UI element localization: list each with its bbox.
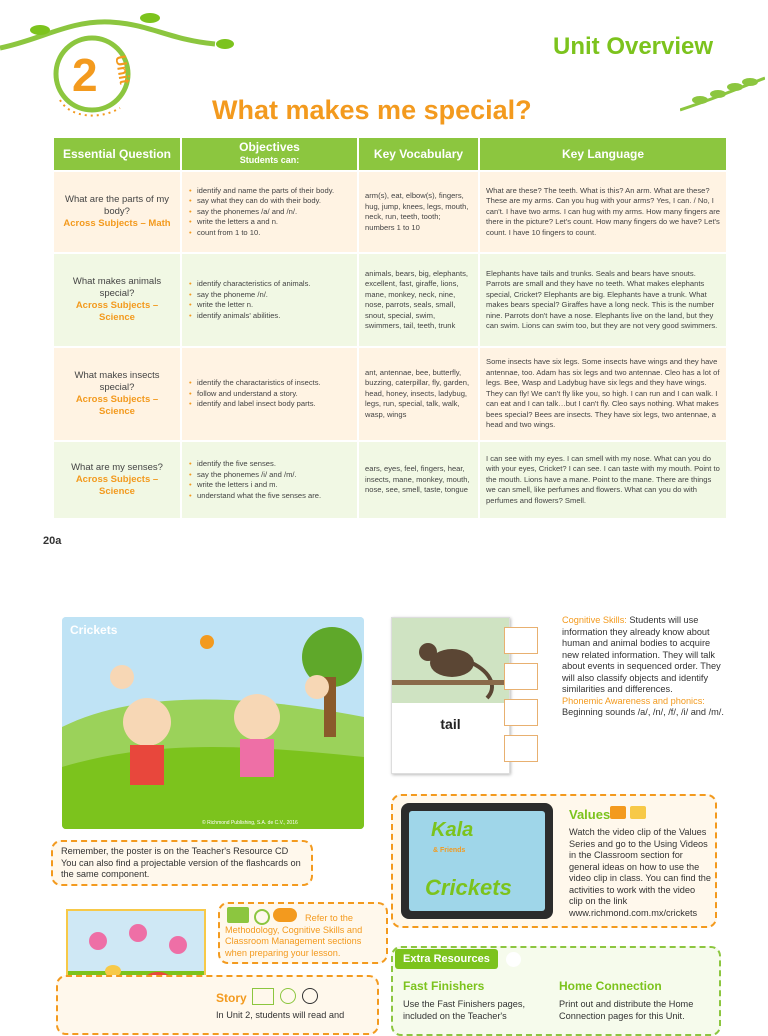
column-header	[182, 138, 357, 170]
objective-item: • count from 1 to 10.	[197, 228, 351, 239]
table-row	[54, 442, 726, 518]
objective-item: • say the phoneme /n/.	[197, 290, 351, 301]
video-tablet-image	[401, 803, 553, 919]
cognitive-skills-text: Students will use information they already know about human and animal bodies to acquire new related information. They will talk about events in sequenced order. They will also classify objects and identify similarities and differences.	[562, 615, 721, 694]
poster-scene	[62, 617, 364, 829]
phonics-text: Beginning sounds /a/, /n/, /f/, /i/ and /m/.	[562, 707, 724, 717]
cognitive-skills-label: Cognitive Skills:	[562, 615, 627, 625]
objective-item: • identify characteristics of animals.	[197, 279, 351, 290]
story-box	[56, 975, 379, 1035]
language-cell: I can see with my eyes. I can smell with my nose. What can you do with your eyes, Cricket? I can see. I can taste with my mouth. Point to the mouth. Lions have a mane. Point to the mane. There are things we can smell, like perfumes and flowers. What can you do with perfumes and flowers? Smell.	[480, 442, 726, 518]
column-header: Key Vocabulary	[359, 138, 478, 170]
objective-item: • follow and understand a story.	[197, 389, 351, 400]
table-row	[54, 172, 726, 252]
vocabulary-cell: animals, bears, big, elephants, excellent, fast, giraffe, lions, mane, monkey, neck, nine, nose, parrots, seals, small, snout, special, swim, swimmers, tail, teeth, trunk	[359, 254, 478, 346]
poster-footer: © Richmond Publishing, S.A. de C.V., 2016	[202, 820, 298, 826]
flashcard	[391, 617, 510, 774]
objectives-cell	[182, 254, 357, 346]
objective-item: • write the letters i and m.	[197, 480, 351, 491]
phonics-label: Phonemic Awareness and phonics:	[562, 695, 705, 706]
language-cell: Elephants have tails and trunks. Seals and bears have snouts. Parrots are small and they have no teeth. What makes elephants special, Cricket? Elephants are big. Elephants have a trunk. What makes bears special? Giraffes have a long neck. This is the number nine. Parrots don't have a nose. Elephants live on the land, but they can swim. Lions can swim too, but they are not very good swimmers.	[480, 254, 726, 346]
fast-finishers-label: Fast Finishers	[403, 979, 485, 993]
table-row	[54, 348, 726, 440]
mini-flashcard	[504, 735, 538, 762]
poster-title: Crickets	[70, 623, 118, 637]
objective-item: • identify the five senses.	[197, 459, 351, 470]
objective-item: • say the phonemes /i/ and /m/.	[197, 470, 351, 481]
fast-finishers-text: Use the Fast Finishers pages, included on the Teacher's	[403, 999, 526, 1021]
column-header-label: Objectives	[239, 140, 300, 154]
mini-flashcard	[504, 627, 538, 654]
cd-icon	[506, 952, 521, 967]
column-subheader: Students can:	[239, 155, 300, 165]
vocabulary-cell: arm(s), eat, elbow(s), fingers, hug, jump, knees, legs, mouth, neck, run, teeth, tooth; numbers 1 to 10	[359, 172, 478, 252]
table-header-row	[54, 138, 726, 170]
clapperboard-icon	[630, 806, 646, 819]
essential-question-cell	[54, 172, 180, 252]
subject-label: Across Subjects – Science	[75, 474, 159, 497]
cd-icon	[302, 988, 318, 1004]
cognitive-skills-block	[562, 615, 724, 719]
poster-note: Remember, the poster is on the Teacher's Resource CD You can also find a projectable version of the flashcards on the same component.	[51, 840, 313, 886]
flashcard-word: tail	[440, 716, 461, 732]
objective-item: • identify and name the parts of their body.	[197, 186, 351, 197]
video-logo-friends: & Friends	[433, 847, 466, 854]
objective-item: • say the phonemes /a/ and /n/.	[197, 207, 351, 218]
book-icon	[252, 988, 274, 1005]
monkey-image	[392, 618, 509, 703]
story-text: In Unit 2, students will read and	[216, 1010, 345, 1020]
objective-item: • identify the charactaristics of insects.	[197, 378, 351, 389]
essential-question: What makes insects special?	[74, 370, 160, 393]
essential-question: What are the parts of my body?	[64, 194, 169, 217]
vocabulary-cell: ears, eyes, feel, fingers, hear, insects, mane, monkey, mouth, nose, see, smell, taste, tongue	[359, 442, 478, 518]
poster-image	[62, 617, 364, 829]
objective-item: • say what they can do with their body.	[197, 196, 351, 207]
objective-item: • identify and label insect body parts.	[197, 399, 351, 410]
video-logo-crickets: Crickets	[425, 875, 512, 900]
leaf-branch-decoration	[680, 70, 765, 120]
table-row	[54, 254, 726, 346]
home-connection-label: Home Connection	[559, 979, 662, 993]
values-label: Values	[569, 807, 611, 822]
video-icon	[610, 806, 626, 819]
unit-number: 2	[72, 49, 98, 101]
objective-item: • write the letters a and n.	[197, 217, 351, 228]
vocabulary-cell: ant, antennae, bee, butterfly, buzzing, caterpillar, fly, garden, head, honey, insects, ladybug, legs, run, special, talk, walk, wasp, wings	[359, 348, 478, 440]
essential-question-cell	[54, 348, 180, 440]
subject-label: Across Subjects – Math	[63, 218, 171, 229]
story-icon	[280, 988, 296, 1004]
mini-flashcard	[504, 699, 538, 726]
overview-table	[52, 136, 728, 520]
subject-label: Across Subjects – Science	[75, 300, 159, 323]
methodology-note: Refer to the Methodology, Cognitive Skills and Classroom Management sections when preparing your lesson.	[225, 913, 363, 958]
extra-resources-header: Extra Resources	[395, 949, 498, 969]
essential-question-cell	[54, 442, 180, 518]
essential-question: What makes animals special?	[72, 276, 162, 299]
subject-label: Across Subjects – Science	[75, 394, 159, 417]
objectives-cell	[182, 442, 357, 518]
values-text: Watch the video clip of the Values Series and go to the Using Videos in the Classroom section for general ideas on how to use the video clip in class. You can find the activities to work with the video clip on the link www.richmond.com.mx/crickets	[569, 827, 711, 918]
story-label: Story	[216, 991, 247, 1005]
mini-flashcard	[504, 663, 538, 690]
page-title: What makes me special?	[212, 95, 532, 125]
objectives-cell	[182, 172, 357, 252]
objectives-cell	[182, 348, 357, 440]
home-connection-text: Print out and distribute the Home Connection pages for this Unit.	[559, 999, 694, 1021]
column-header: Essential Question	[54, 138, 180, 170]
essential-question: What are my senses?	[71, 462, 163, 473]
unit-overview-label: Unit Overview	[553, 33, 714, 60]
essential-question-cell	[54, 254, 180, 346]
language-cell: Some insects have six legs. Some insects have wings and they have antennae, too. Adam has six legs and two antennae. Cleo has a lot of legs. Bee, Wasp and Ladybug have six legs and they have wings. They can fly! We can't fly like you, so high. I can run and I can walk. I can eat and I can talk…but I can't fly. Cleo says nothing. What makes bees special? Bees are insects. They have six legs, two antennae, a head and two wings.	[480, 348, 726, 440]
page-number: 20a	[43, 535, 62, 547]
language-cell: What are these? The teeth. What is this? An arm. What are these? These are my arms. Can you hug with your arms? Yes, I can. / No, I can't. I have two arms. I can hug with my arms. How many fingers are there in the picture? Let's count. How many fingers do we have? Let's count. I have 10 fingers to count.	[480, 172, 726, 252]
objective-item: • write the letter n.	[197, 300, 351, 311]
objective-item: • identify animals' abilities.	[197, 311, 351, 322]
unit-word: Unit	[111, 54, 134, 86]
objective-item: • understand what the five senses are.	[197, 491, 351, 502]
column-header: Key Language	[480, 138, 726, 170]
video-logo-kala: Kala	[431, 819, 474, 841]
